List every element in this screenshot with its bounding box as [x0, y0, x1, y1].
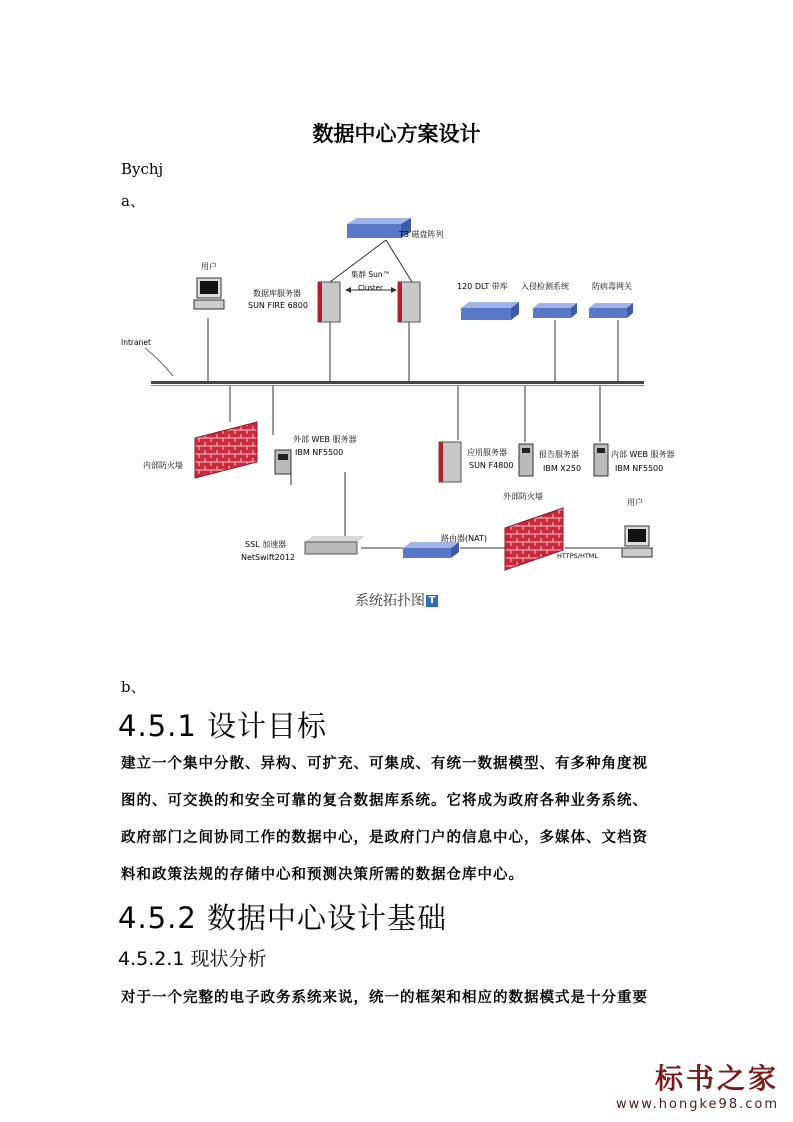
section-heading-4-5-2-1: 4.5.2.1 现状分析	[118, 948, 267, 970]
label-ids: 入侵检测系统	[521, 282, 569, 291]
label-cluster-1: 集群 Sun™	[351, 270, 391, 279]
label-report-server-2: IBM X250	[543, 464, 582, 473]
label-report-server-1: 报告服务器	[539, 450, 579, 459]
application-server-icon	[439, 442, 461, 482]
label-user-bottom: 用户	[627, 498, 643, 507]
topology-diagram	[115, 210, 680, 575]
label-ext-web-2: IBM NF5500	[295, 448, 344, 457]
virus-gateway-icon	[589, 303, 633, 318]
figure-caption-text: 系统拓扑图	[355, 593, 425, 609]
external-web-server-icon	[275, 450, 291, 474]
section-heading-4-5-2: 4.5.2 数据中心设计基础	[118, 901, 448, 935]
outer-firewall-icon	[505, 508, 563, 570]
paragraph-line: 建立一个集中分散、异构、可扩充、可集成、有统一数据模型、有多种角度视	[121, 756, 648, 772]
router-icon	[403, 542, 459, 558]
ssl-accelerator-icon	[305, 536, 365, 554]
label-ssl-2: NetSwift2012	[241, 553, 296, 562]
label-ssl-1: SSL 加速器	[245, 540, 287, 549]
paragraph-line: 政府部门之间协同工作的数据中心，是政府门户的信息中心，多媒体、文档资	[121, 830, 648, 846]
label-db-server-2: SUN FIRE 6800	[248, 301, 308, 310]
paragraph-line: 料和政策法规的存储中心和预测决策所需的数据仓库中心。	[121, 867, 524, 883]
text-box-icon: T	[426, 595, 438, 607]
tape-library-icon	[461, 302, 519, 320]
internal-web-server-icon	[594, 444, 608, 476]
database-server-icon	[398, 282, 420, 322]
label-tape: 120 DLT 带库	[457, 282, 508, 291]
label-int-web-2: IBM NF5500	[615, 464, 664, 473]
backbone-bus	[151, 381, 644, 384]
label-app-server-1: 应用服务器	[467, 448, 507, 457]
label-https: HTTPS/HTML	[557, 552, 599, 560]
item-a-label: a、	[121, 192, 145, 210]
section-heading-4-5-1: 4.5.1 设计目标	[118, 709, 328, 743]
report-server-icon	[519, 444, 533, 476]
ids-device-icon	[533, 303, 577, 318]
label-db-server-1: 数据库服务器	[253, 289, 301, 298]
label-outer-firewall: 外部防火墙	[503, 492, 543, 501]
section-4-5-1-body	[121, 746, 681, 894]
section-4-5-2-1-body	[121, 980, 681, 1017]
label-virus-gw: 防病毒网关	[592, 282, 632, 291]
paragraph-line: 对于一个完整的电子政务系统来说，统一的框架和相应的数据模式是十分重要	[121, 990, 648, 1006]
label-router: 路由器(NAT)	[441, 534, 487, 543]
label-user-top: 用户	[201, 262, 217, 271]
author-line: Bychj	[121, 160, 164, 178]
label-cluster-2: Cluster	[358, 284, 383, 292]
inner-firewall-icon	[195, 422, 257, 478]
label-intranet: Intranet	[121, 338, 151, 347]
label-disk-array: T3 磁盘阵列	[399, 230, 444, 239]
user-computer-icon	[622, 526, 652, 557]
label-app-server-2: SUN F4800	[469, 461, 514, 470]
label-int-web-1: 内部 WEB 服务器	[611, 450, 675, 459]
watermark	[616, 1057, 779, 1112]
watermark-logo: 标书之家	[654, 1062, 779, 1095]
page-title: 数据中心方案设计	[312, 122, 481, 146]
paragraph-line: 图的、可交换的和安全可靠的复合数据库系统。它将成为政府各种业务系统、	[121, 793, 648, 809]
database-server-icon	[318, 282, 340, 322]
label-inner-firewall: 内部防火墙	[143, 461, 183, 470]
user-computer-icon	[194, 278, 224, 309]
watermark-url: www.hongke98.com	[615, 1097, 779, 1112]
item-b-label: b、	[121, 678, 146, 696]
label-ext-web-1: 外部 WEB 服务器	[293, 435, 357, 444]
figure-caption	[0, 590, 793, 610]
